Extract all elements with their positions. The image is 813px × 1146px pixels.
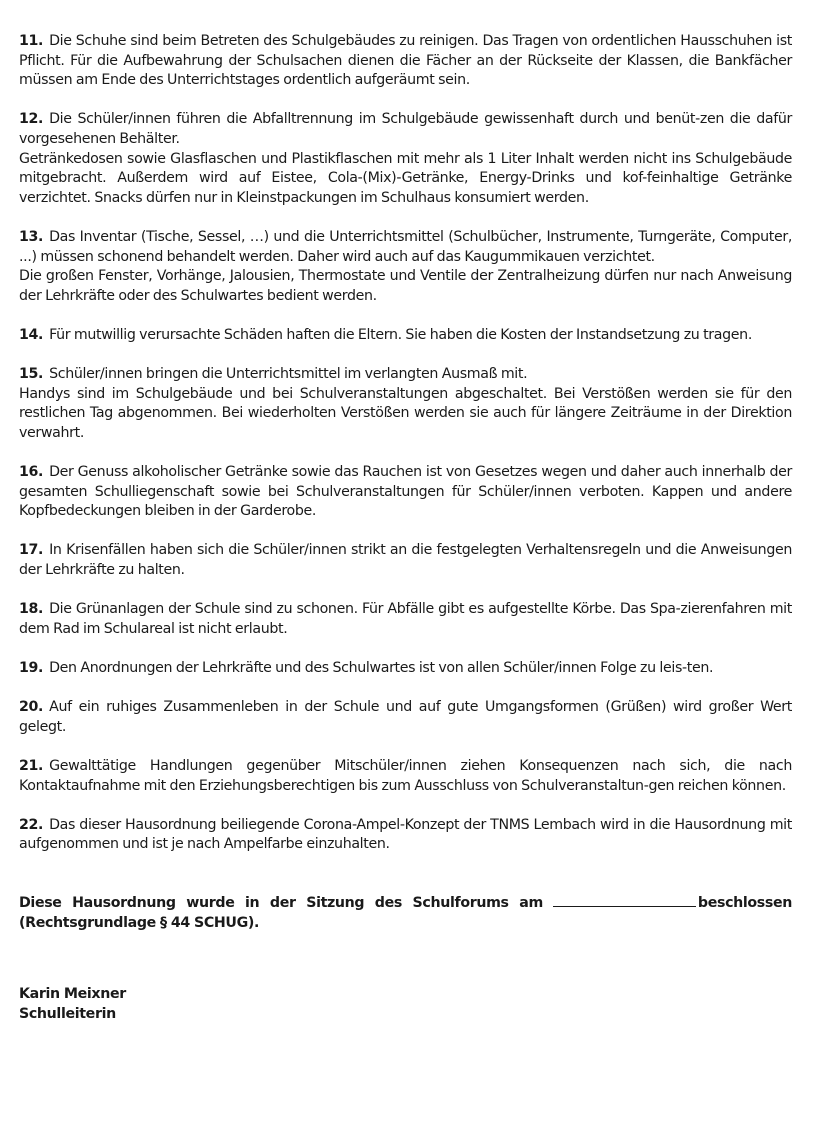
resolution-verb: beschlossen [697,894,792,911]
rule-number: 15. [19,366,44,383]
signatory-title: Schulleiterin [19,1005,116,1022]
rule-19 [19,659,792,679]
rule-number: 11. [19,33,44,49]
rule-12 [19,110,792,208]
rule-text: In Krisenfällen haben sich die Schüler/innen strikt an die festgelegten Verhaltensregeln und die Anweisungen der Lehrkräfte zu halten. [19,542,792,579]
rule-13 [19,228,792,306]
house-rules-document [19,32,792,1024]
rule-15 [19,365,792,443]
rule-text: Handys sind im Schulgebäude und bei Schulveranstaltungen abgeschaltet. Bei Verstößen werden sie für den restlichen Tag abgenommen. Bei wiederholten Verstößen werden sie auch für längere Zeiträume in der Direktion verwahrt. [19,385,792,441]
resolution-statement [19,894,792,933]
rule-number: 21. [19,757,44,774]
rule-16 [19,463,792,522]
rule-20 [19,698,792,737]
rule-text: Das dieser Hausordnung beiliegende Corona-Ampel-Konzept der TNMS Lembach wird in die Hausordnung mit aufgenommen und ist je nach Ampelfarbe einzuhalten. [19,816,792,853]
rule-text: Getränkedosen sowie Glasflaschen und Plastikflaschen mit mehr als 1 Liter Inhalt werden nicht ins Schulgebäude mitgebracht. Außerdem wird auf Eistee, Cola-(Mix)-Getränke, Energy-Drinks und kof-feinhaltige Getränke verzichtet. Snacks dürfen nur in Kleinstpackungen im Schulhaus konsumiert werden. [19,150,792,206]
resolution-text: Diese Hausordnung wurde in der Sitzung des Schulforums am [19,894,543,911]
rule-22 [19,816,792,855]
rule-text: Die großen Fenster, Vorhänge, Jalousien, Thermostate und Ventile der Zentralheizung dürfen nur nach Anweisung der Lehrkräfte oder des Schulwartes bedient werden. [19,268,792,304]
rule-text: Den Anordnungen der Lehrkräfte und des Schulwartes ist von allen Schüler/innen Folge zu leis-ten. [49,660,714,676]
rule-number: 14. [19,326,44,343]
rule-11 [19,32,792,91]
rule-number: 16. [19,464,44,481]
rule-number: 17. [19,542,44,559]
rule-text: Der Genuss alkoholischer Getränke sowie das Rauchen ist von Gesetzes wegen und daher auch innerhalb der gesamten Schulliegenschaft sowie bei Schulveranstaltungen für Schüler/innen verboten. Kappen und andere Kopfbedeckungen bleiben in der Garderobe. [19,464,792,520]
rule-number: 19. [19,660,44,676]
rule-text: Die Grünanlagen der Schule sind zu schonen. Für Abfälle gibt es aufgestellte Körbe. Das Spa-zierenfahren mit dem Rad im Schulareal ist nicht erlaubt. [19,601,792,637]
signatory-name: Karin Meixner [19,986,126,1003]
rule-17 [19,541,792,580]
rule-number: 12. [19,111,44,128]
rule-18 [19,600,792,639]
legal-basis: (Rechtsgrundlage § 44 SCHUG). [19,914,260,931]
rule-text: Die Schuhe sind beim Betreten des Schulgebäudes zu reinigen. Das Tragen von ordentlichen Hausschuhen ist Pflicht. Für die Aufbewahrung der Schulsachen dienen die Fächer an der Rückseite der Klassen, die Bankfächer müssen am Ende des Unterrichtstages ordentlich aufgeräumt sein. [19,33,792,89]
rule-number: 22. [19,816,44,833]
rule-text: Für mutwillig verursachte Schäden haften die Eltern. Sie haben die Kosten der Instandsetzung zu tragen. [49,326,752,343]
rule-text: Schüler/innen bringen die Unterrichtsmittel im verlangten Ausmaß mit. [49,366,528,383]
date-blank-line [553,894,696,907]
rule-number: 18. [19,601,44,618]
signature-block [19,985,792,1024]
rule-number: 20. [19,699,44,716]
rule-text: Die Schüler/innen führen die Abfalltrennung im Schulgebäude gewissenhaft durch und benüt-zen die dafür vorgesehenen Behälter. [19,111,792,147]
rule-text: Das Inventar (Tische, Sessel, …) und die Unterrichtsmittel (Schulbücher, Instrumente, Turngeräte, Computer, ...) müssen schonend behandelt werden. Daher wird auch auf das Kaugummikauen verzichtet. [19,228,792,265]
rule-number: 13. [19,228,44,245]
rule-text: Auf ein ruhiges Zusammenleben in der Schule und auf gute Umgangsformen (Grüßen) wird großer Wert gelegt. [19,699,792,735]
rule-text: Gewalttätige Handlungen gegenüber Mitschüler/innen ziehen Konsequenzen nach sich, die nach Kontaktaufnahme mit den Erziehungsberechtigen bis zum Ausschluss von Schulveranstaltun-gen reichen können. [19,757,792,794]
rule-14 [19,326,792,346]
rule-21 [19,757,792,796]
